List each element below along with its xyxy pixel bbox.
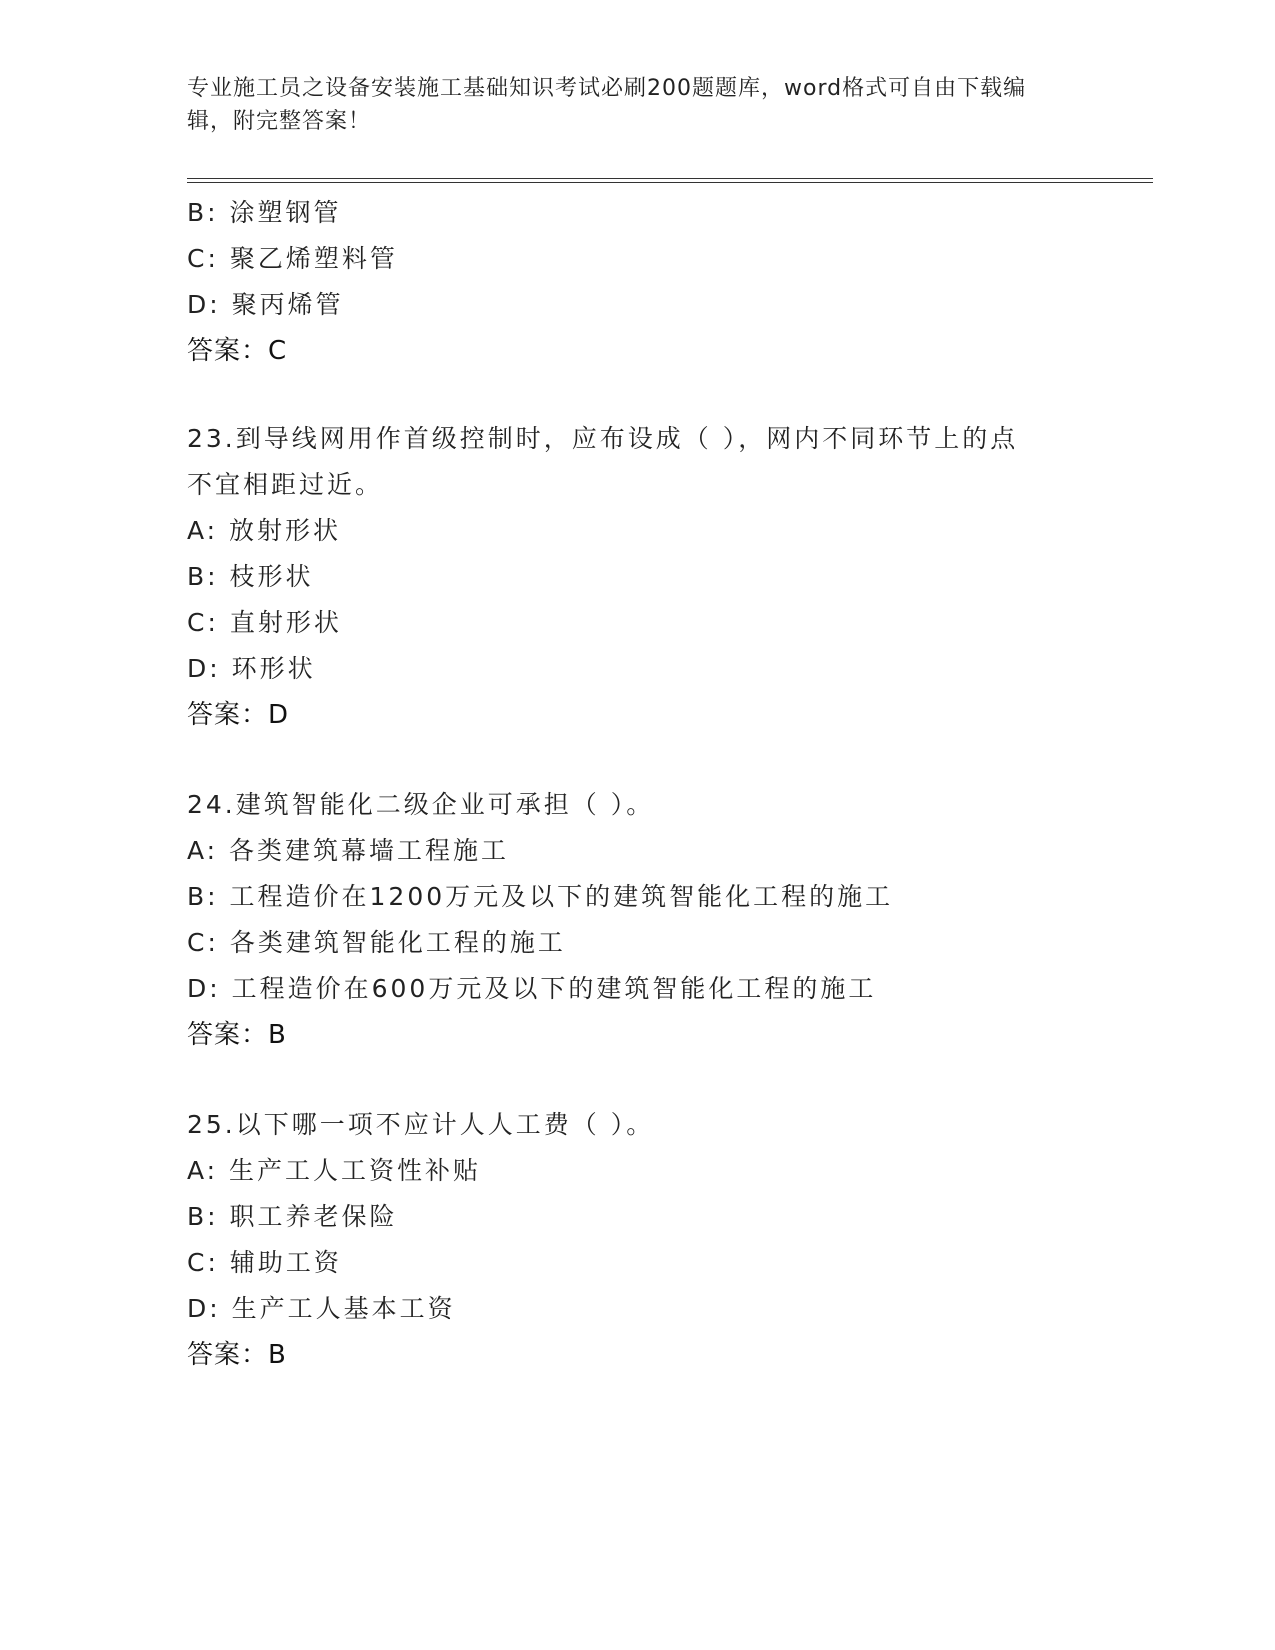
header-divider-bottom bbox=[187, 182, 1153, 183]
option-c: C: 聚乙烯塑料管 bbox=[187, 244, 398, 273]
option-c: C: 各类建筑智能化工程的施工 bbox=[187, 928, 566, 957]
option-c: C: 辅助工资 bbox=[187, 1248, 342, 1277]
option-a: A: 各类建筑幕墙工程施工 bbox=[187, 836, 510, 865]
question-22-continued bbox=[187, 190, 1087, 374]
answer-line: 答案：B bbox=[187, 1020, 287, 1050]
question-25 bbox=[187, 1102, 1087, 1378]
question-text-continued: 不宜相距过近。 bbox=[187, 470, 384, 499]
option-b: B: 职工养老保险 bbox=[187, 1202, 398, 1231]
option-d: D: 工程造价在600万元及以下的建筑智能化工程的施工 bbox=[187, 974, 877, 1003]
document-header-title: 专业施工员之设备安装施工基础知识考试必刷200题题库，word格式可自由下载编辑，附完整答案！ bbox=[187, 76, 1027, 134]
question-list bbox=[187, 190, 1087, 1378]
option-d: D: 环形状 bbox=[187, 654, 316, 683]
question-text: 23.到导线网用作首级控制时，应布设成（ ），网内不同环节上的点 bbox=[187, 424, 1019, 453]
option-a: A: 生产工人工资性补贴 bbox=[187, 1156, 482, 1185]
option-c: C: 直射形状 bbox=[187, 608, 342, 637]
question-23 bbox=[187, 416, 1087, 738]
question-24 bbox=[187, 782, 1087, 1058]
question-text: 24.建筑智能化二级企业可承担（ ）。 bbox=[187, 790, 655, 819]
option-b: B: 工程造价在1200万元及以下的建筑智能化工程的施工 bbox=[187, 882, 894, 911]
header-divider-top bbox=[187, 178, 1153, 179]
option-a: A: 放射形状 bbox=[187, 516, 342, 545]
option-d: D: 生产工人基本工资 bbox=[187, 1294, 456, 1323]
answer-line: 答案：D bbox=[187, 700, 290, 730]
option-b: B: 涂塑钢管 bbox=[187, 198, 342, 227]
question-text: 25.以下哪一项不应计人人工费（ ）。 bbox=[187, 1110, 655, 1139]
option-b: B: 枝形状 bbox=[187, 562, 314, 591]
answer-line: 答案：B bbox=[187, 1340, 287, 1370]
option-d: D: 聚丙烯管 bbox=[187, 290, 344, 319]
answer-line: 答案：C bbox=[187, 336, 288, 366]
